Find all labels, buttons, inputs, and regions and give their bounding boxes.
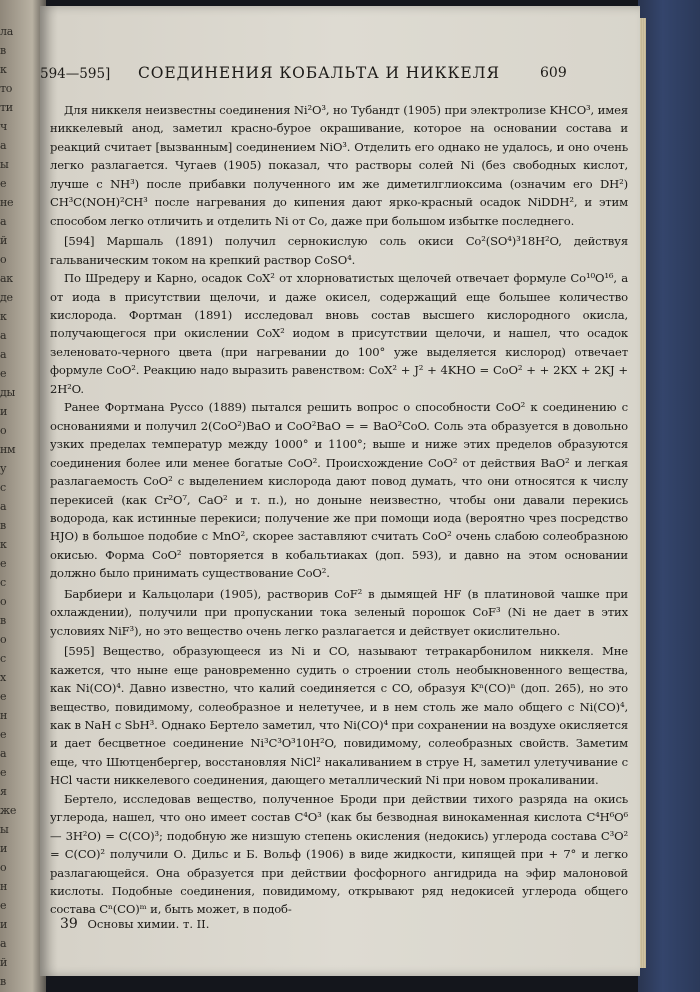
book-page [40, 6, 640, 976]
signature-mark: 39 [60, 916, 78, 932]
book-binding [638, 0, 700, 992]
page-header [40, 64, 640, 88]
page-footer [60, 916, 620, 932]
footer-text: Основы химии. т. II. [87, 917, 210, 931]
paragraph-schroeder: По Шредеру и Карно, осадок CoX² от хлорноватистых щелочей отвечает формуле Co¹⁰O¹⁶, а от иода в присутствии щелочи, и даже окисел, содержащий еще большее количество кислорода. Фортман (1891) исследовал вновь состав высшего кислородного окисла, получающегося при окислении CoX² иодом в присутствии щелочи, и нашел, что осадок зеленовато-черного цвета (при нагревании до 100° уже выделяется кислород) отвечает формуле CoO². Реакцию надо выразить равенством: CoX² + J² + 4KHO = CoO² + + 2KX + 2KJ + 2H²O. [50, 271, 628, 396]
page-body [50, 101, 628, 919]
page-number: 609 [540, 65, 567, 81]
previous-page-text: ла в к то ти ч а ы е не а й о ак де к а а е ды и о нм у с а в к е с о в о с х е н е а е я же ы и о н е и а й в [0, 25, 17, 988]
paragraph-berthelot: Бертело, исследовав вещество, полученное Броди при действии тихого разряда на окись углерода, нашел, что оно имеет состав C⁴O³ (как бы безводная винокаменная кислота C⁴H⁶O⁶ — 3H²O) = C(CO)³; подобную же низшую степень окисления (недокись) углерода состава C³O² = C(CO)² получили О. Дильс и Б. Вольф (1906) в виде жидкости, кипящей при + 7° и легко разлагающейся. Она образуется при действии фосфорного ангидрида на эфир малоновой кислоты. Подобные соединения, повидимому, открывают ряд недокисей углерода общего состава Cⁿ(CO)ᵐ и, быть может, в подоб- [50, 791, 628, 917]
paragraph-rousseau: Ранее Фортмана Руссо (1889) пытался решить вопрос о способности CoO² к соединению с основаниями и получил 2(CoO²)BaO и CoO²BaO = = BaO²CoO. Соль эта образуется в довольно узких пределах температур между 1000° и 1100°; выше и ниже этих пределов образуются соединения более или менее богатые CoO². Происхождение CoO² от действия BaO² и легкая разлагаемость CoO² с выделением кислорода дают повод думать, что они относятся к числу перекисей (как Cr²O⁷, CaO² и т. п.), но доныне неизвестно, чтобы они давали перекись водорода, как истинные перекиси; получение же при помощи иода (вероятно чрез посредство HJO) в большое подобие с MnO², скорее заставляют считать CoO² очень слабою солеобразною окисью. Форма CoO² повторяется в кобальтиаках (доп. 593), и давно на этом основании должно было принимать существование CoO². [50, 400, 628, 581]
paragraph-nickel: Для никкеля неизвестны соединения Ni²O³, но Тубандт (1905) при электролизе KHCO³, имея никкелевый анод, заметил красно-бурое окрашивание, которое на основании состава и реакций считает [вызванным] соединением NiO³. Отделить его однако не удалось, и оно очень легко разлагается. Чугаев (1905) показал, что растворы солей Ni (без свободных кислот, лучше с NH³) после прибавки полученного им же диметилглиоксима (означим его DH²) CH³C(NOH)²CH³ после нагревания до кипения дают ярко-красный осадок NiDDH², и этим способом легко отличить и отделить Ni от Co, даже при большом избытке последнего. [50, 103, 628, 228]
running-head-title: СОЕДИНЕНИЯ КОБАЛЬТА И НИККЕЛЯ [138, 64, 500, 82]
paragraph-594: [594] Маршаль (1891) получил сернокислую соль окиси Co²(SO⁴)³18H²O, действуя гальваническим током на крепкий раствор CoSO⁴. [50, 234, 628, 267]
paragraph-595: [595] Вещество, образующееся из Ni и CO, называют тетракарбонилом никкеля. Мне кажется, что ныне еще рановременно судить о строении столь необыкновенного вещества, как Ni(CO)⁴. Давно известно, что калий соединяется с CO, образуя Kⁿ(CO)ⁿ (доп. 265), но это вещество, повидимому, солеобразное и нелетучее, и в нем столь же мало общего с Ni(CO)⁴, как в NaH с SbH³. Однако Бертело заметил, что Ni(CO)⁴ при сохранении на воздухе окисляется и дает бесцветное соединение Ni³C³O³10H²O, повидимому, солеобразных свойств. Заметим еще, что Шютценбергер, восстановляя NiCl² накаливанием в струе Н, заметил улетучивание с HCl части никкелевого соединения, дающего металлический Ni при новом прокаливании. [50, 644, 628, 788]
paragraph-barbieri: Барбиери и Кальцолари (1905), растворив CoF² в дымящей HF (в платиновой чашке при охлаждении), получили при пропускании тока зеленый порошок CoF³ (Ni не дает в этих условиях NiF³), но это вещество очень легко разлагается и действует окислительно. [50, 586, 628, 638]
running-head-range: 594—595] [40, 66, 111, 82]
